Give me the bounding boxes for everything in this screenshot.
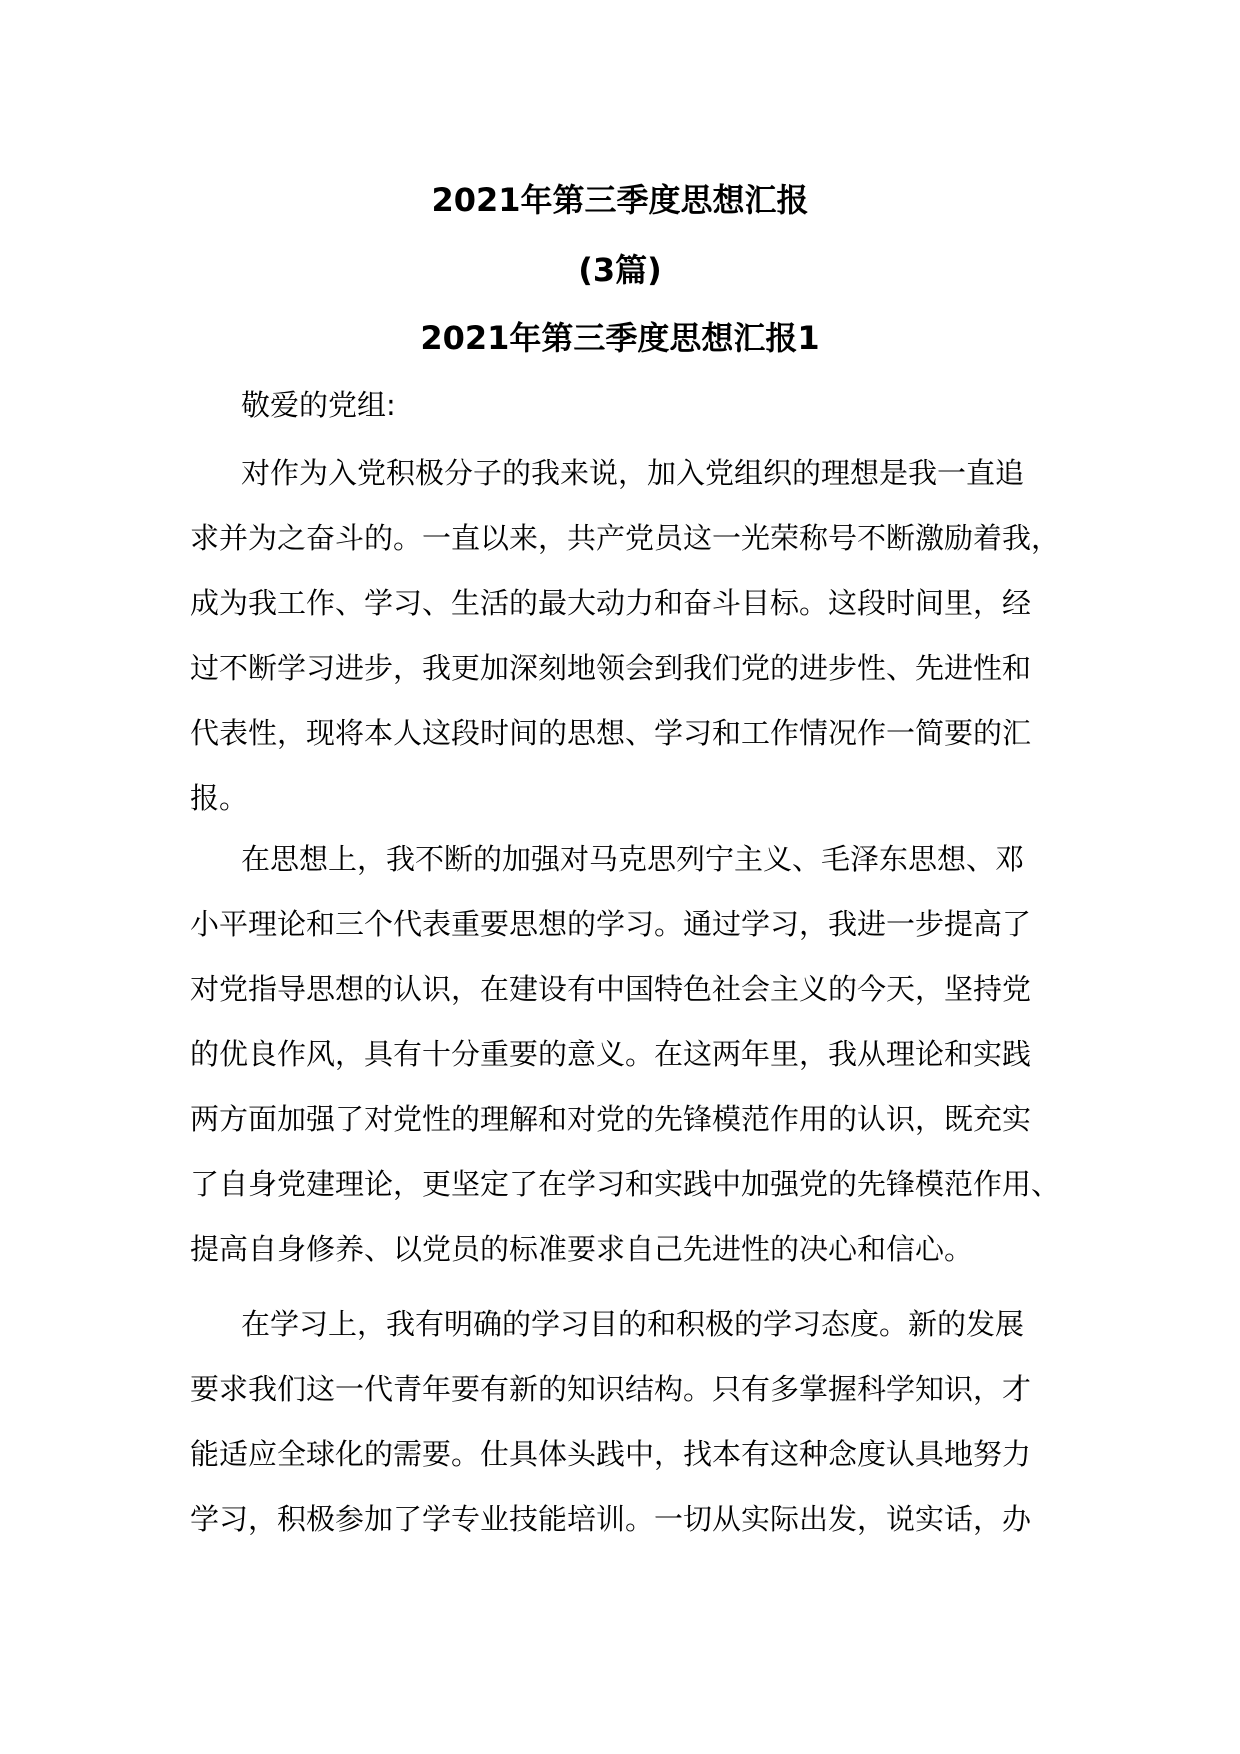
paragraph-line: 学习，积极参加了学专业技能培训。一切从实际出发，说实话，办: [190, 1502, 1032, 1536]
salutation: 敬爱的党组:: [241, 388, 396, 422]
paragraph-1: [190, 450, 1070, 840]
paragraph-line: 两方面加强了对党性的理解和对党的先锋模范作用的认识，既充实: [190, 1102, 1032, 1136]
paragraph-line: 小平理论和三个代表重要思想的学习。通过学习，我进一步提高了: [190, 907, 1032, 941]
paragraph-3: [190, 1301, 1070, 1561]
paragraph-line: 过不断学习进步，我更加深刻地领会到我们党的进步性、先进性和: [190, 651, 1032, 685]
paragraph-line: 的优良作风，具有十分重要的意义。在这两年里，我从理论和实践: [190, 1037, 1032, 1071]
paragraph-line: 对作为入党积极分子的我来说，加入党组织的理想是我一直追: [241, 456, 1025, 490]
paragraph-line: 成为我工作、学习、生活的最大动力和奋斗目标。这段时间里，经: [190, 586, 1032, 620]
paragraph-line: 代表性，现将本人这段时间的思想、学习和工作情况作一简要的汇: [190, 716, 1032, 750]
paragraph-line: 能适应全球化的需要。仕具体头践中，找本有这种念度认具地努力: [190, 1437, 1032, 1471]
paragraph-line: 提高自身修养、以党员的标准要求自己先进性的决心和信心。: [190, 1232, 974, 1266]
document-subtitle: (3篇): [578, 251, 662, 289]
paragraph-line: 了自身党建理论，更坚定了在学习和实践中加强党的先锋模范作用、: [190, 1167, 1061, 1201]
section-title: 2021年第三季度思想汇报1: [420, 319, 820, 357]
paragraph-line: 对党指导思想的认识，在建设有中国特色社会主义的今天，坚持党: [190, 972, 1032, 1006]
document-title: 2021年第三季度思想汇报: [431, 181, 809, 219]
paragraph-line: 报。: [190, 781, 249, 815]
paragraph-2: [190, 836, 1070, 1291]
paragraph-line: 求并为之奋斗的。一直以来，共产党员这一光荣称号不断激励着我，: [190, 521, 1061, 555]
paragraph-line: 在思想上，我不断的加强对马克思列宁主义、毛泽东思想、邓: [241, 842, 1025, 876]
paragraph-line: 要求我们这一代青年要有新的知识结构。只有多掌握科学知识，才: [190, 1372, 1032, 1406]
paragraph-line: 在学习上，我有明确的学习目的和积极的学习态度。新的发展: [241, 1307, 1025, 1341]
